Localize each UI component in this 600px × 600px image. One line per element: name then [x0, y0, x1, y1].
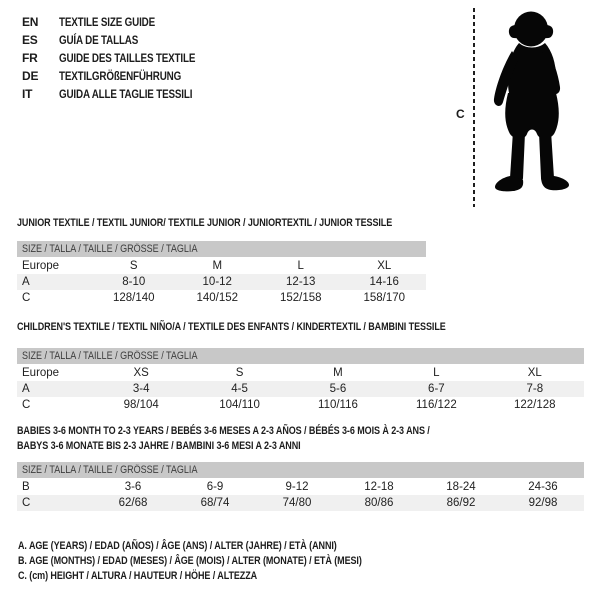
- table-cell: S: [235, 367, 244, 379]
- table-cell: 9-12: [285, 481, 309, 493]
- table-cell: 68/74: [200, 497, 230, 509]
- table-cell: 104/110: [219, 399, 260, 411]
- lang-row-it: [22, 85, 225, 103]
- row-label: A: [22, 276, 30, 288]
- table-cell: 80/86: [364, 497, 394, 509]
- lang-code: IT: [22, 87, 33, 101]
- babies-section-heading-line1: BABIES 3-6 MONTH TO 2-3 YEARS / BEBÉS 3-6 MESES A 2-3 AÑOS / BÉBÉS 3-6 MOIS À 2-3 ANS /: [17, 425, 430, 437]
- junior-section: [17, 216, 426, 306]
- table-row-months: [17, 479, 584, 495]
- lang-title: GUIDA ALLE TAGLIE TESSILI: [59, 87, 193, 101]
- babies-size-table: [17, 479, 584, 511]
- size-header-bar: [17, 462, 584, 478]
- footnote-age-months: B. AGE (MONTHS) / EDAD (MESES) / ÂGE (MOIS) / ALTER (MONATE) / ETÀ (MESI): [18, 555, 362, 567]
- footnote-age-years: A. AGE (YEARS) / EDAD (AÑOS) / ÂGE (ANS) / ALTER (JAHRE) / ETÀ (ANNI): [18, 540, 337, 552]
- size-header-bar-label: SIZE / TALLA / TAILLE / GRÖSSE / TAGLIA: [22, 464, 198, 476]
- table-cell: 14-16: [369, 276, 399, 288]
- row-label: Europe: [22, 260, 60, 272]
- lang-code: FR: [22, 51, 38, 65]
- children-size-table: [17, 365, 584, 413]
- table-cell: 62/68: [118, 497, 148, 509]
- table-cell: 12-13: [286, 276, 316, 288]
- table-cell: 8-10: [122, 276, 146, 288]
- lang-row-es: [22, 31, 225, 49]
- size-header-bar: [17, 348, 584, 364]
- lang-title: TEXTILE SIZE GUIDE: [59, 15, 156, 29]
- table-cell: 86/92: [446, 497, 476, 509]
- table-cell: XL: [527, 367, 542, 379]
- table-cell: 7-8: [526, 383, 544, 395]
- table-cell: S: [129, 260, 138, 272]
- size-header-bar: [17, 241, 426, 257]
- lang-code: DE: [22, 69, 39, 83]
- footnote-height-cm: C. (cm) HEIGHT / ALTURA / HAUTEUR / HÖHE / ALTEZZA: [18, 570, 258, 582]
- size-header-bar-label: SIZE / TALLA / TAILLE / GRÖSSE / TAGLIA: [22, 350, 198, 362]
- table-cell: 6-9: [206, 481, 224, 493]
- table-row-europe: [17, 365, 584, 381]
- table-cell: 12-18: [364, 481, 394, 493]
- table-row-height: [17, 397, 584, 413]
- junior-section-heading: JUNIOR TEXTILE / TEXTIL JUNIOR/ TEXTILE JUNIOR / JUNIORTEXTIL / JUNIOR TESSILE: [17, 217, 393, 229]
- table-row-height: [17, 495, 584, 511]
- table-cell: 92/98: [528, 497, 558, 509]
- table-cell: 3-4: [132, 383, 150, 395]
- toddler-silhouette-image: [481, 6, 583, 208]
- row-label: C: [22, 292, 31, 304]
- table-cell: 24-36: [528, 481, 558, 493]
- table-row-age: [17, 381, 584, 397]
- table-cell: 3-6: [124, 481, 142, 493]
- lang-row-de: [22, 67, 225, 85]
- height-measure-dashed-line: [473, 8, 475, 207]
- table-cell: 158/170: [363, 292, 406, 304]
- table-cell: 74/80: [282, 497, 312, 509]
- lang-title: TEXTILGRÖßENFÜHRUNG: [59, 69, 182, 83]
- babies-section: [17, 424, 584, 511]
- height-measure-label: C: [456, 107, 465, 121]
- table-cell: 116/122: [416, 399, 457, 411]
- lang-row-fr: [22, 49, 225, 67]
- size-header-bar-label: SIZE / TALLA / TAILLE / GRÖSSE / TAGLIA: [22, 243, 198, 255]
- table-cell: 6-7: [428, 383, 445, 395]
- table-cell: 4-5: [231, 383, 248, 395]
- table-cell: 18-24: [446, 481, 476, 493]
- babies-section-heading-line2: BABYS 3-6 MONATE BIS 2-3 JAHRE / BAMBINI 3-6 MESI A 2-3 ANNI: [17, 440, 301, 452]
- row-label: A: [22, 383, 30, 395]
- table-cell: 110/116: [318, 399, 358, 411]
- row-label: C: [22, 497, 31, 509]
- language-title-list: [22, 13, 225, 103]
- table-cell: L: [297, 260, 304, 272]
- row-label: C: [22, 399, 31, 411]
- table-cell: M: [212, 260, 223, 272]
- lang-title: GUÍA DE TALLAS: [59, 33, 139, 47]
- table-cell: 5-6: [329, 383, 347, 395]
- lang-code: EN: [22, 15, 39, 29]
- lang-title: GUIDE DES TAILLES TEXTILE: [59, 51, 196, 65]
- children-section-heading: CHILDREN'S TEXTILE / TEXTIL NIÑO/A / TEXTILE DES ENFANTS / KINDERTEXTIL / BAMBINI TESSILE: [17, 321, 446, 333]
- table-cell: 140/152: [196, 292, 239, 304]
- table-cell: 98/104: [123, 399, 159, 411]
- lang-row-en: [22, 13, 225, 31]
- table-row-height: [17, 290, 426, 306]
- table-cell: M: [333, 367, 343, 379]
- table-cell: 152/158: [279, 292, 322, 304]
- table-row-age: [17, 274, 426, 290]
- children-section: [17, 320, 584, 413]
- row-label: Europe: [22, 367, 60, 379]
- footnote-legend: [18, 539, 437, 584]
- junior-size-table: [17, 258, 426, 306]
- lang-code: ES: [22, 33, 38, 47]
- table-cell: XS: [133, 367, 149, 379]
- row-label: B: [22, 481, 30, 493]
- table-row-europe: [17, 258, 426, 274]
- table-cell: 128/140: [112, 292, 155, 304]
- table-cell: XL: [377, 260, 392, 272]
- table-cell: L: [433, 367, 440, 379]
- table-cell: 10-12: [202, 276, 232, 288]
- table-cell: 122/128: [513, 399, 556, 411]
